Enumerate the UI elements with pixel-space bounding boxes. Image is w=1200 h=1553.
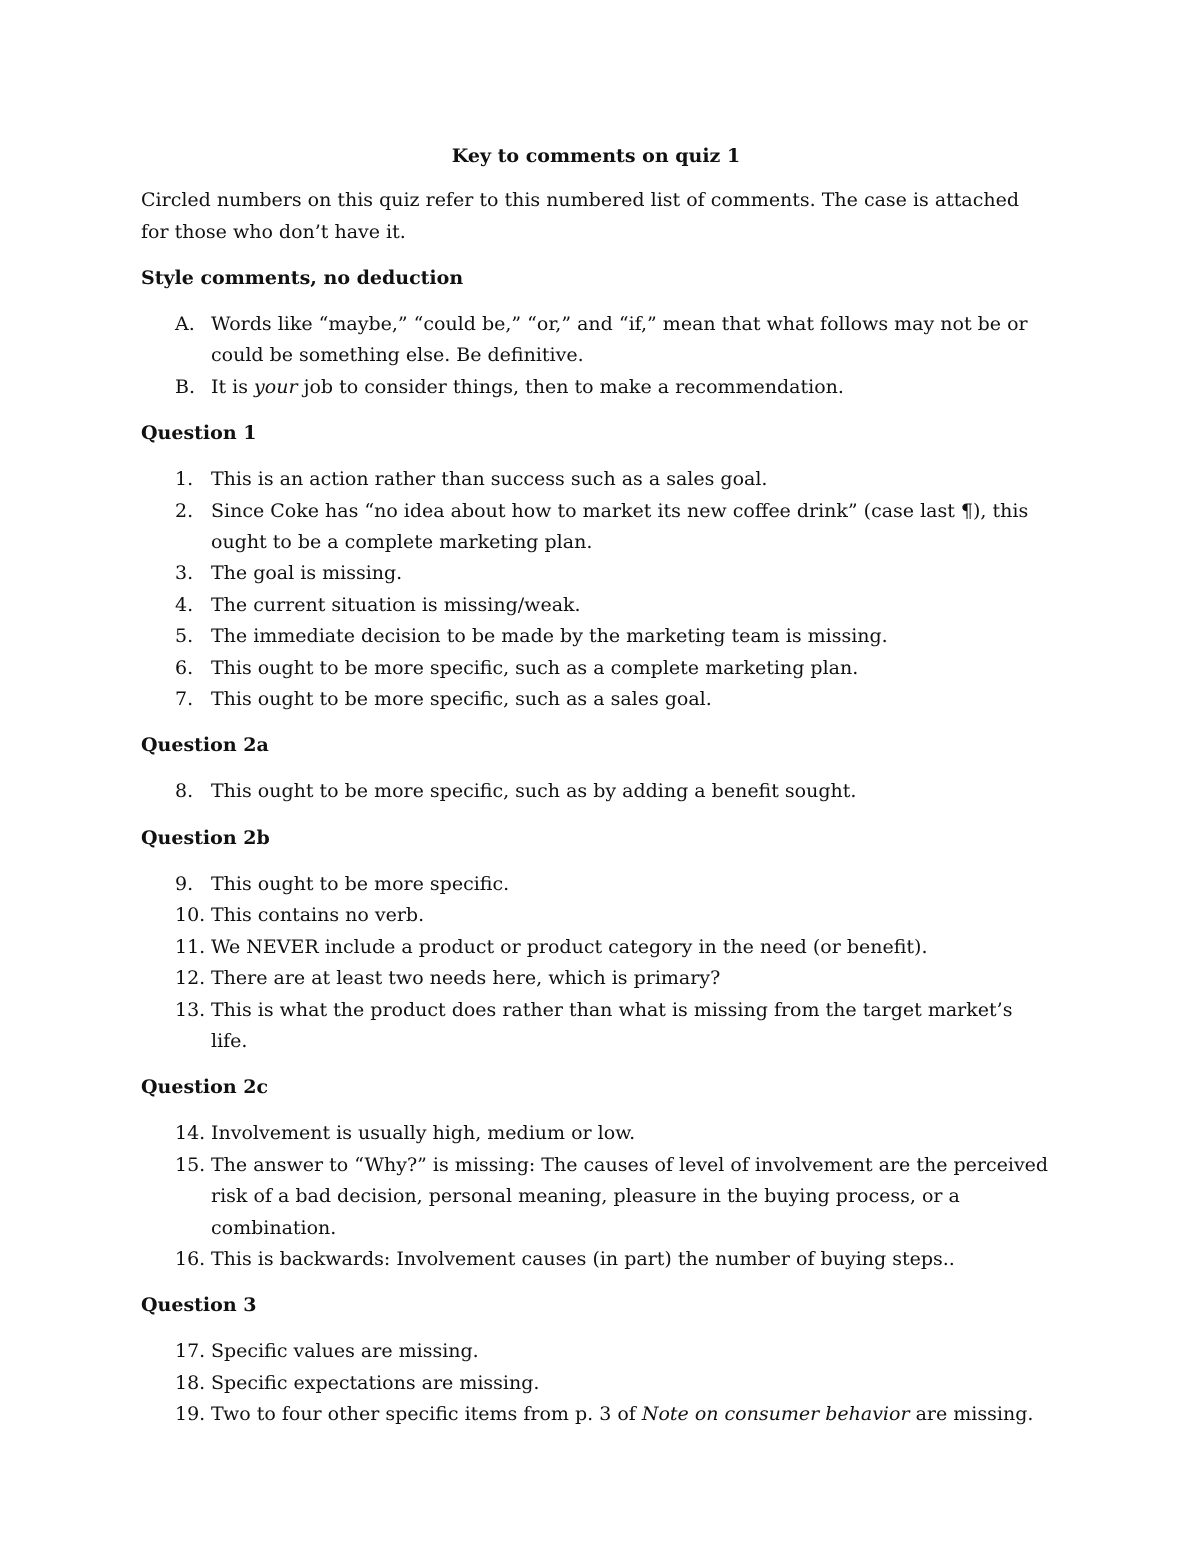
list-item xyxy=(141,309,1051,372)
list-item-text: The current situation is missing/weak. xyxy=(211,593,581,616)
list-marker: 9. xyxy=(175,872,194,895)
question-3-list xyxy=(141,1336,1051,1430)
list-item xyxy=(141,1118,1051,1149)
list-item-text: This ought to be more specific. xyxy=(211,872,510,895)
list-item-text: This is backwards: Involvement causes (in part) the number of buying steps.. xyxy=(211,1247,955,1270)
list-item-text-before: Two to four other specific items from p. 3 of xyxy=(211,1403,642,1426)
list-item xyxy=(141,496,1051,559)
list-marker: 7. xyxy=(175,688,194,711)
list-item-text: This ought to be more specific, such as by adding a benefit sought. xyxy=(211,780,857,803)
list-item xyxy=(141,1150,1051,1244)
list-item xyxy=(141,1244,1051,1275)
document-title: Key to comments on quiz 1 xyxy=(451,145,741,167)
list-item-text: Specific expectations are missing. xyxy=(211,1371,540,1394)
list-item xyxy=(141,1399,1051,1430)
list-marker: 10. xyxy=(175,904,206,927)
question-2b-list xyxy=(141,869,1051,1057)
list-item-text: This ought to be more specific, such as a sales goal. xyxy=(211,688,712,711)
list-marker: 8. xyxy=(175,780,194,803)
list-item-text: The answer to “Why?” is missing: The causes of level of involvement are the perceived risk of a bad decision, personal meaning, pleasure in the buying process, or a combination. xyxy=(211,1153,1049,1239)
list-marker: 18. xyxy=(175,1371,206,1394)
list-item-text: Words like “maybe,” “could be,” “or,” and “if,” mean that what follows may not be or could be something else. Be definitive. xyxy=(211,313,1028,367)
question-2c-list xyxy=(141,1118,1051,1275)
question-2b-heading: Question 2b xyxy=(141,826,270,849)
list-item-text: Since Coke has “no idea about how to market its new coffee drink” (case last ¶), this ought to be a complete marketing plan. xyxy=(211,499,1029,554)
list-item xyxy=(141,590,1051,621)
list-item xyxy=(141,900,1051,931)
list-item xyxy=(141,963,1051,994)
list-item xyxy=(141,1368,1051,1399)
question-3-heading: Question 3 xyxy=(141,1294,257,1317)
list-item-text: This is an action rather than success such as a sales goal. xyxy=(211,468,768,491)
list-marker: 1. xyxy=(175,468,194,491)
list-marker: A. xyxy=(175,313,195,335)
question-2a-heading: Question 2a xyxy=(141,734,269,757)
list-marker: B. xyxy=(175,375,196,398)
list-marker: 13. xyxy=(175,998,206,1021)
list-marker: 6. xyxy=(175,656,194,679)
style-comments-list xyxy=(141,309,1051,403)
list-item xyxy=(141,869,1051,900)
list-item-text: Specific values are missing. xyxy=(211,1340,479,1363)
list-item xyxy=(141,932,1051,963)
question-2c-heading: Question 2c xyxy=(141,1076,269,1099)
intro-paragraph: Circled numbers on this quiz refer to this numbered list of comments. The case is attached for those who don’t have it. xyxy=(141,189,1020,243)
list-item-text: The immediate decision to be made by the marketing team is missing. xyxy=(211,625,888,648)
style-section-heading: Style comments, no deduction xyxy=(141,267,464,289)
list-item-emphasis: your xyxy=(254,375,298,398)
list-item xyxy=(141,653,1051,684)
list-marker: 12. xyxy=(175,967,206,990)
list-item-emphasis: Note on consumer behavior xyxy=(641,1403,910,1426)
list-item-text-after: are missing. xyxy=(909,1403,1034,1426)
list-marker: 15. xyxy=(175,1153,206,1176)
list-marker: 4. xyxy=(175,593,194,616)
question-2a-list xyxy=(141,776,1051,807)
list-marker: 5. xyxy=(175,625,194,648)
list-marker: 3. xyxy=(175,562,194,585)
list-marker: 14. xyxy=(175,1122,206,1145)
list-item-text-after: job to consider things, then to make a recommendation. xyxy=(297,375,844,398)
question-1-heading: Question 1 xyxy=(141,422,257,445)
list-item-text: We NEVER include a product or product category in the need (or benefit). xyxy=(211,935,928,958)
document-page xyxy=(141,140,1051,1445)
list-marker: 2. xyxy=(175,499,194,522)
list-item-text: Involvement is usually high, medium or low. xyxy=(211,1122,636,1145)
list-item xyxy=(141,684,1051,715)
list-item-text: This ought to be more specific, such as a complete marketing plan. xyxy=(211,656,859,679)
list-item xyxy=(141,995,1051,1058)
list-marker: 19. xyxy=(175,1403,206,1426)
list-item-text-before: It is xyxy=(211,375,255,398)
list-item xyxy=(141,621,1051,652)
list-item xyxy=(141,464,1051,495)
list-marker: 16. xyxy=(175,1247,206,1270)
list-item xyxy=(141,558,1051,589)
list-item-text: This is what the product does rather than what is missing from the target market’s life. xyxy=(211,998,1013,1052)
list-item-text: There are at least two needs here, which is primary? xyxy=(211,967,721,990)
list-marker: 11. xyxy=(175,935,206,958)
list-item-text: The goal is missing. xyxy=(211,562,403,585)
question-1-list xyxy=(141,464,1051,715)
list-item-text: This contains no verb. xyxy=(211,904,425,927)
list-item xyxy=(141,776,1051,807)
list-item xyxy=(141,372,1051,403)
list-marker: 17. xyxy=(175,1340,206,1363)
list-item xyxy=(141,1336,1051,1367)
